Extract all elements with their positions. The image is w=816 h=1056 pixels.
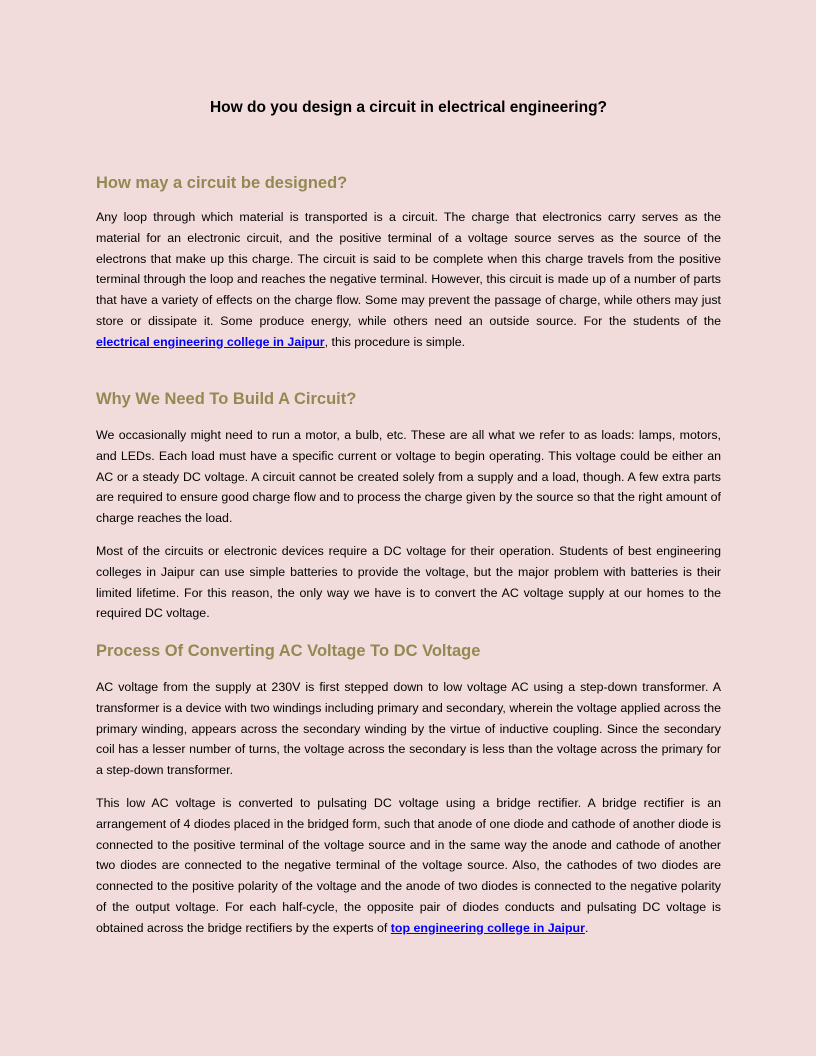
paragraph-dc-voltage: Most of the circuits or electronic devices require a DC voltage for their operation. Students of best engineering colleges in Jaipur can use simple batteries to provide the voltage, but the major problem with batteries is their limited lifetime. For this reason, the only way we have is to convert the AC voltage supply at our homes to the required DC voltage.: [96, 544, 721, 621]
paragraph-bridge-rectifier: [96, 793, 721, 938]
paragraph-circuit-definition: [96, 207, 721, 352]
section-heading-why-build: Why We Need To Build A Circuit?: [96, 390, 357, 408]
paragraph-transformer: AC voltage from the supply at 230V is first stepped down to low voltage AC using a step-down transformer. A transformer is a device with two windings including primary and secondary, wherein the voltage applied across the primary winding, appears across the secondary winding by the virtue of inductive coupling. Since the secondary coil has a lesser number of turns, the voltage across the secondary is less than the voltage across the primary for a step-down transformer.: [96, 680, 721, 777]
electrical-engineering-college-link[interactable]: electrical engineering college in Jaipur: [96, 334, 325, 349]
section-heading-design: How may a circuit be designed?: [96, 174, 348, 192]
top-engineering-college-link[interactable]: top engineering college in Jaipur: [390, 920, 585, 935]
paragraph-text: This low AC voltage is converted to pulsating DC voltage using a bridge rectifier. A bridge rectifier is an arrangement of 4 diodes placed in the bridged form, such that anode of one diode and cathode of another diode is connected to the positive terminal of the voltage source and in the same way the anode and cathode of another two diodes are connected to the negative terminal of the voltage source. Also, the cathodes of two diodes are connected to the positive polarity of the voltage and the anode of two diodes is connected to the negative polarity of the output voltage. For each half-cycle, the opposite pair of diodes conducts and pulsating DC voltage is obtained across the bridge rectifiers by the experts of: [96, 796, 721, 935]
paragraph-text: , this procedure is simple.: [324, 334, 466, 349]
paragraph-text: .: [584, 920, 589, 935]
document-title: How do you design a circuit in electrical engineering?: [209, 99, 608, 116]
section-heading-ac-to-dc: Process Of Converting AC Voltage To DC Voltage: [96, 642, 481, 660]
paragraph-text: Any loop through which material is transported is a circuit. The charge that electronics carry serves as the material for an electronic circuit, and the positive terminal of a voltage source serves as the source of the electrons that make up this charge. The circuit is said to be complete when this charge travels from the positive terminal through the loop and reaches the negative terminal. However, this circuit is made up of a number of parts that have a variety of effects on the charge flow. Some may prevent the passage of charge, while others may just store or dissipate it. Some produce energy, while others need an outside source. For the students of the: [96, 210, 721, 328]
paragraph-loads: We occasionally might need to run a motor, a bulb, etc. These are all what we refer to as loads: lamps, motors, and LEDs. Each load must have a specific current or voltage to begin operating. This voltage could be either an AC or a steady DC voltage. A circuit cannot be created solely from a supply and a load, though. A few extra parts are required to ensure good charge flow and to process the charge given by the source so that the right amount of charge reaches the load.: [96, 428, 721, 525]
